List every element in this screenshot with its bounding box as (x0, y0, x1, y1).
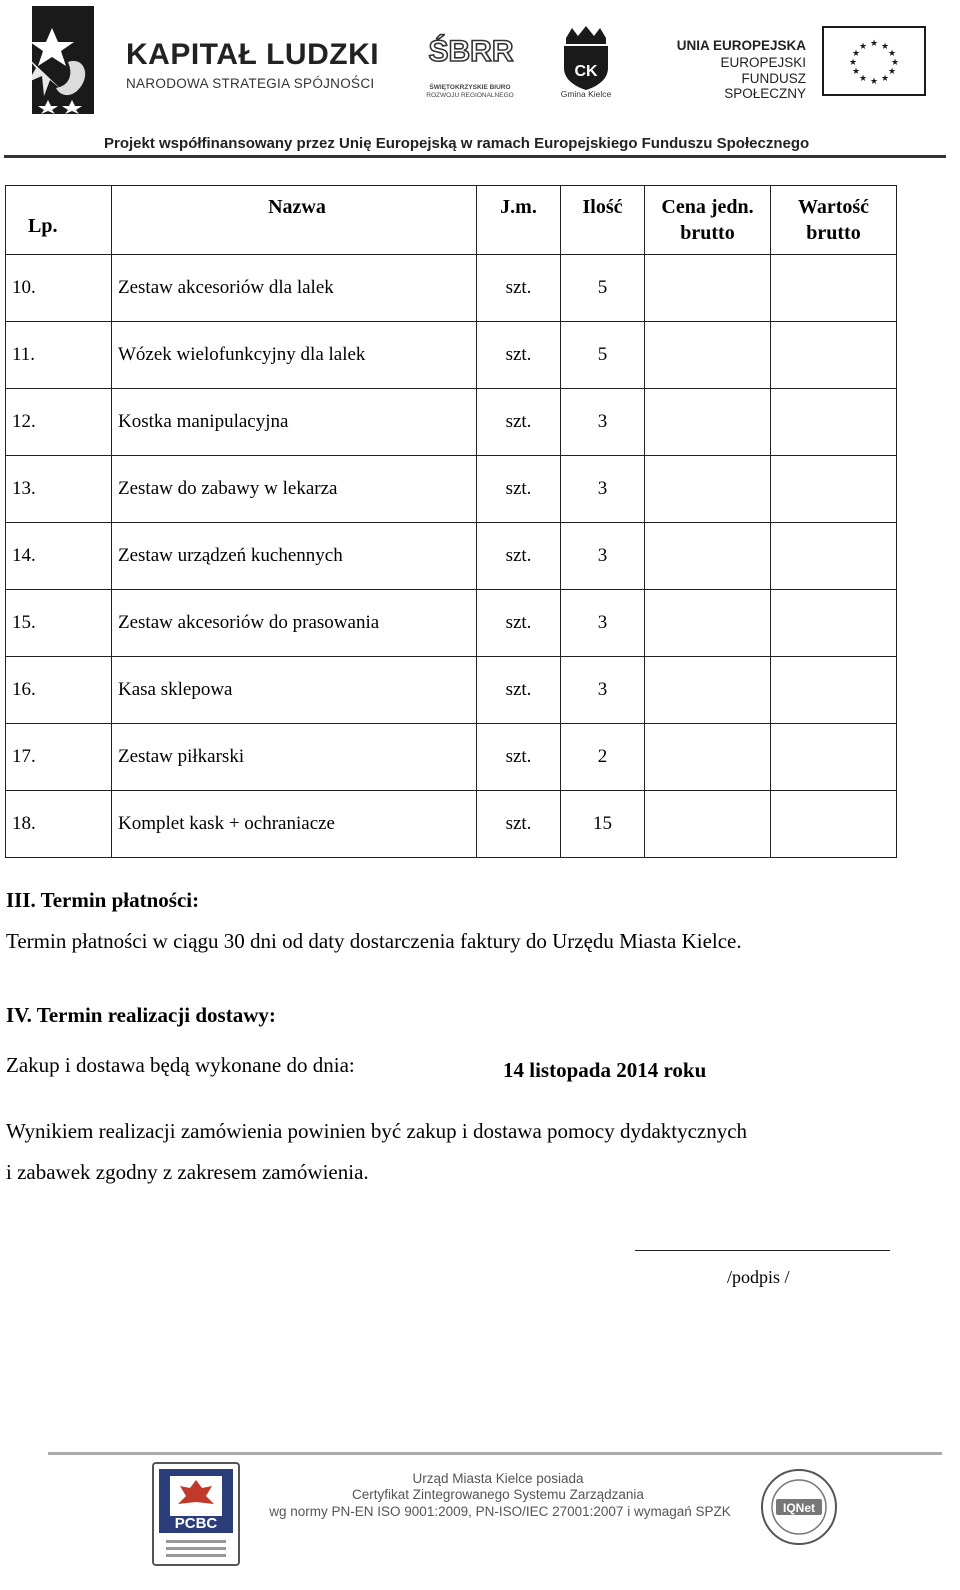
ue-line-2: EUROPEJSKI (720, 55, 806, 70)
cell-ilosc: 5 (561, 255, 645, 322)
cell-jm: szt. (477, 590, 561, 657)
cell-cena (645, 590, 771, 657)
footer-line-2: Certyfikat Zintegrowanego Systemu Zarządzania (352, 1487, 644, 1502)
signature-label: /podpis / (727, 1267, 790, 1287)
header-cena (645, 186, 771, 255)
cell-cena (645, 456, 771, 523)
header-ilosc: Ilość (561, 186, 645, 255)
table-row (6, 590, 897, 657)
cell-lp: 12. (6, 389, 112, 456)
kapital-ludzki-star-logo-icon (22, 6, 98, 114)
cell-jm: szt. (477, 791, 561, 858)
cell-nazwa: Zestaw akcesoriów dla lalek (112, 255, 477, 322)
eu-flag-icon (822, 26, 926, 96)
kapital-ludzki-subtitle: NARODOWA STRATEGIA SPÓJNOŚCI (126, 76, 375, 91)
svg-text:★: ★ (869, 77, 879, 87)
summary-line-1: Wynikiem realizacji zamówienia powinien być zakup i dostawa pomocy dydaktycznych (6, 1119, 748, 1143)
sbrr-logo-icon (428, 28, 514, 72)
cell-cena (645, 389, 771, 456)
table-row (6, 322, 897, 389)
header-wartosc-line2: brutto (806, 222, 861, 244)
cell-lp: 16. (6, 657, 112, 724)
cell-nazwa: Komplet kask + ochraniacze (112, 791, 477, 858)
header-cena-line1: Cena jedn. (661, 196, 754, 218)
cell-cena (645, 657, 771, 724)
footer-divider (48, 1452, 942, 1455)
section-4-heading: IV. Termin realizacji dostawy: (6, 1003, 276, 1027)
cell-wartosc (771, 657, 897, 724)
cell-ilosc: 15 (561, 791, 645, 858)
cell-lp: 11. (6, 322, 112, 389)
cell-nazwa: Kostka manipulacyjna (112, 389, 477, 456)
cell-wartosc (771, 322, 897, 389)
section-4-text: Zakup i dostawa będą wykonane do dnia: (6, 1053, 355, 1077)
header-lp: Lp. (6, 186, 112, 255)
cell-jm: szt. (477, 456, 561, 523)
cell-ilosc: 3 (561, 657, 645, 724)
sbrr-caption-1: ŚWIĘTOKRZYSKIE BIURO (429, 84, 511, 91)
cell-nazwa: Zestaw akcesoriów do prasowania (112, 590, 477, 657)
ck-logo-text: CK (574, 63, 598, 80)
cell-wartosc (771, 590, 897, 657)
svg-text:★: ★ (890, 58, 900, 68)
svg-text:★: ★ (887, 67, 897, 77)
pcbc-logo-text: PCBC (174, 1515, 218, 1532)
cell-jm: szt. (477, 389, 561, 456)
table-row (6, 389, 897, 456)
kielce-crest-icon (560, 24, 612, 90)
svg-text:★: ★ (869, 39, 879, 49)
cell-wartosc (771, 724, 897, 791)
svg-text:★: ★ (858, 74, 868, 84)
cell-ilosc: 3 (561, 389, 645, 456)
sbrr-logo-text: ŚBRR (428, 35, 514, 68)
cell-nazwa: Zestaw do zabawy w lekarza (112, 456, 477, 523)
cell-cena (645, 322, 771, 389)
kapital-ludzki-title: KAPITAŁ LUDZKI (126, 38, 380, 71)
cell-cena (645, 791, 771, 858)
svg-text:★: ★ (887, 49, 897, 59)
table-row (6, 791, 897, 858)
table-row (6, 255, 897, 322)
items-table (5, 185, 897, 858)
cell-cena (645, 255, 771, 322)
pcbc-certificate-logo-icon (152, 1462, 240, 1566)
footer-line-1: Urząd Miasta Kielce posiada (412, 1471, 584, 1486)
footer-line-3: wg normy PN-EN ISO 9001:2009, PN-ISO/IEC 27001:2007 i wymagań SPZK (269, 1504, 731, 1519)
iqnet-logo-text: IQNet (782, 1501, 816, 1515)
cell-wartosc (771, 523, 897, 590)
cell-wartosc (771, 255, 897, 322)
section-3-text: Termin płatności w ciągu 30 dni od daty dostarczenia faktury do Urzędu Miasta Kielce. (6, 929, 742, 953)
cell-nazwa: Kasa sklepowa (112, 657, 477, 724)
cell-lp: 18. (6, 791, 112, 858)
sbrr-caption-2: ROZWOJU REGIONALNEGO (426, 92, 514, 99)
header-cena-line2: brutto (680, 222, 735, 244)
cell-jm: szt. (477, 255, 561, 322)
header-jm: J.m. (477, 186, 561, 255)
svg-text:★: ★ (858, 42, 868, 52)
cell-nazwa: Zestaw piłkarski (112, 724, 477, 791)
cell-ilosc: 3 (561, 456, 645, 523)
svg-text:★: ★ (880, 74, 890, 84)
svg-text:★: ★ (851, 67, 861, 77)
header-wartosc (771, 186, 897, 255)
cell-ilosc: 3 (561, 590, 645, 657)
header-nazwa: Nazwa (112, 186, 477, 255)
cell-jm: szt. (477, 657, 561, 724)
svg-text:★: ★ (851, 49, 861, 59)
delivery-date: 14 listopada 2014 roku (503, 1058, 707, 1082)
signature-line (635, 1250, 890, 1251)
cell-wartosc (771, 456, 897, 523)
cell-jm: szt. (477, 724, 561, 791)
cell-jm: szt. (477, 523, 561, 590)
cell-ilosc: 3 (561, 523, 645, 590)
cell-cena (645, 523, 771, 590)
cell-cena (645, 724, 771, 791)
svg-text:★: ★ (880, 42, 890, 52)
summary-line-2: i zabawek zgodny z zakresem zamówienia. (6, 1160, 369, 1184)
cell-ilosc: 2 (561, 724, 645, 791)
ue-line-3: FUNDUSZ SPOŁECZNY (724, 71, 806, 101)
gmina-kielce-caption: Gmina Kielce (560, 89, 612, 99)
header-divider (4, 155, 946, 158)
table-row (6, 523, 897, 590)
svg-text:★: ★ (848, 58, 858, 68)
table-row (6, 456, 897, 523)
cell-nazwa: Wózek wielofunkcyjny dla lalek (112, 322, 477, 389)
cell-lp: 14. (6, 523, 112, 590)
table-header-row (6, 186, 897, 255)
table-row (6, 724, 897, 791)
section-3-heading: III. Termin płatności: (6, 888, 200, 912)
cell-wartosc (771, 791, 897, 858)
iqnet-certified-seal-icon (760, 1468, 838, 1546)
cell-nazwa: Zestaw urządzeń kuchennych (112, 523, 477, 590)
cell-ilosc: 5 (561, 322, 645, 389)
project-cofinancing-line: Projekt współfinansowany przez Unię Europejską w ramach Europejskiego Funduszu Społecznego (104, 135, 810, 152)
cell-lp: 10. (6, 255, 112, 322)
table-row (6, 657, 897, 724)
cell-lp: 13. (6, 456, 112, 523)
header-wartosc-line1: Wartość (797, 196, 870, 218)
cell-wartosc (771, 389, 897, 456)
cell-lp: 15. (6, 590, 112, 657)
cell-jm: szt. (477, 322, 561, 389)
cell-lp: 17. (6, 724, 112, 791)
ue-line-1: UNIA EUROPEJSKA (676, 38, 806, 53)
